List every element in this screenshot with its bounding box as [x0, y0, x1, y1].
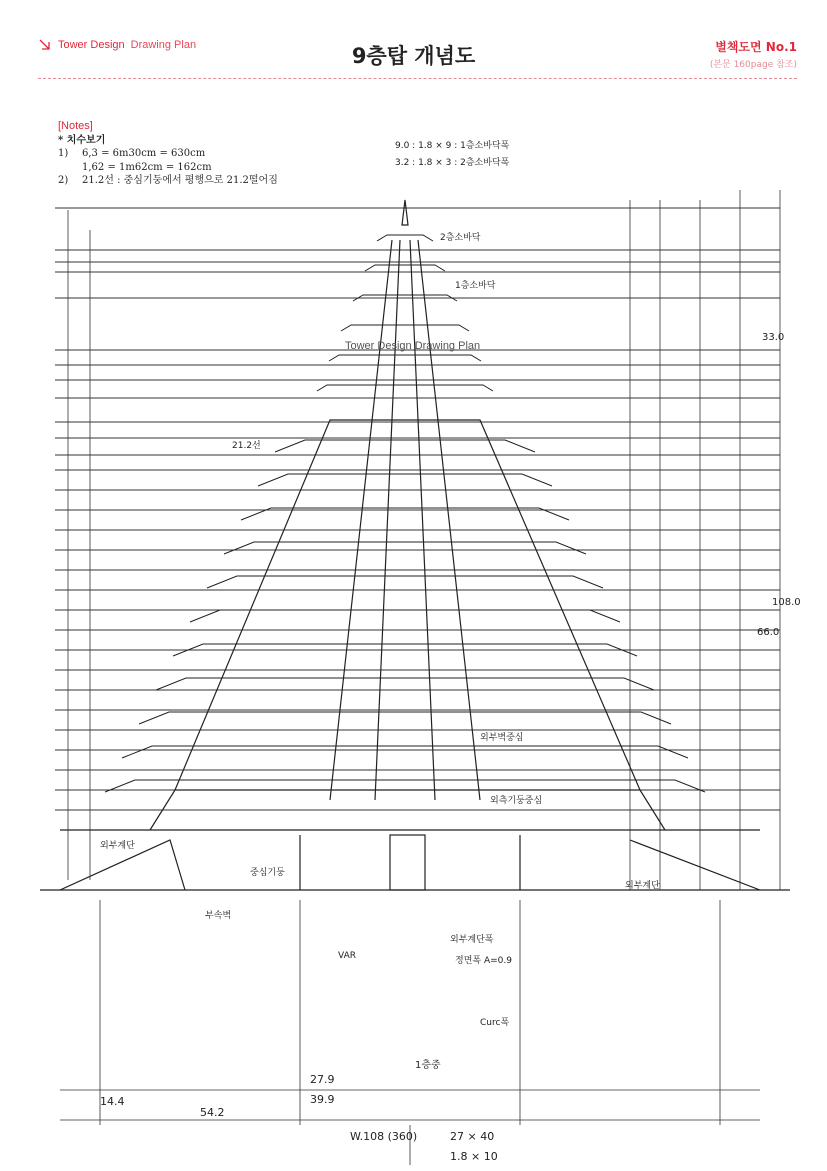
annotation: 외부계단 [100, 841, 135, 851]
annotation: W.108 (360) [350, 1130, 418, 1143]
reference-number: 별책도면 No.1 [715, 40, 797, 54]
annotation: 1.8 × 10 [450, 1150, 498, 1163]
notes-title: [Notes] [58, 120, 93, 132]
annotation: 외측기둥중심 [490, 796, 543, 806]
note-text: 1,62 = 1m62cm = 162cm [82, 161, 212, 173]
page-title: 9층탑 개념도 [351, 44, 476, 68]
annotation: 27.9 [310, 1073, 335, 1086]
note-number: 1) [58, 148, 69, 159]
brand-name: Tower Design [58, 39, 125, 51]
watermark [345, 340, 480, 352]
upper-roof-tier [329, 355, 481, 361]
roof-tier [139, 712, 671, 724]
note-text: 6,3 = 6m30cm = 630cm [82, 148, 206, 159]
annotation: 외부벽중심 [480, 733, 524, 743]
annotation: 14.4 [100, 1095, 125, 1108]
note-number: 2) [58, 175, 69, 186]
upper-roof-tier [365, 265, 445, 271]
annotation: 27 × 40 [450, 1130, 495, 1143]
brand-subtitle: Drawing Plan [130, 39, 197, 51]
annotation: 33.0 [762, 332, 785, 343]
annotation: 정면폭 A=0.9 [455, 956, 512, 966]
roof-tier [122, 746, 688, 758]
annotation: 108.0 [772, 597, 801, 608]
annotation: 3.2 : 1.8 × 3 : 2층소바닥폭 [395, 158, 510, 168]
right-dimension-lines [630, 190, 780, 890]
roof-tier [207, 576, 603, 588]
level-lines [55, 208, 780, 810]
watermark-main: Tower Design [345, 340, 412, 352]
annotation: 외부계단 [625, 881, 660, 891]
roof-tiers [105, 235, 705, 792]
annotation: 9.0 : 1.8 × 9 : 1층소바닥폭 [395, 141, 510, 151]
notes-heading: * 치수보기 [58, 134, 106, 146]
roof-tier [156, 678, 654, 690]
annotation: 1층소바닥 [455, 281, 496, 291]
annotation: 외부계단폭 [450, 935, 494, 945]
annotation: 1층중 [415, 1060, 441, 1071]
annotation: 66.0 [757, 627, 780, 638]
annotation: 39.9 [310, 1093, 335, 1106]
upper-roof-tier [341, 325, 469, 331]
note-text: 21.2선 : 중심기둥에서 평행으로 21.2떨어짐 [82, 175, 278, 186]
annotation: VAR [338, 951, 356, 961]
annotation: 2층소바닥 [440, 233, 481, 243]
tower-body [40, 200, 790, 890]
annotation: Curc폭 [480, 1018, 510, 1028]
bottom-dimension-lines [60, 900, 760, 1165]
annotation: 54.2 [200, 1106, 225, 1119]
roof-tier [275, 440, 535, 452]
reference-page: (본문 160page 참조) [709, 60, 797, 70]
upper-roof-tier [377, 235, 433, 241]
roof-tier [190, 610, 620, 622]
upper-roof-tier [317, 385, 493, 391]
annotation: 21.2선 [232, 441, 261, 451]
annotation: 부속벽 [205, 911, 232, 921]
watermark-sub: Drawing Plan [414, 340, 481, 352]
annotation: 중심기둥 [250, 868, 285, 878]
left-dimension-lines [68, 210, 90, 880]
handwritten-annotations [100, 139, 801, 1163]
